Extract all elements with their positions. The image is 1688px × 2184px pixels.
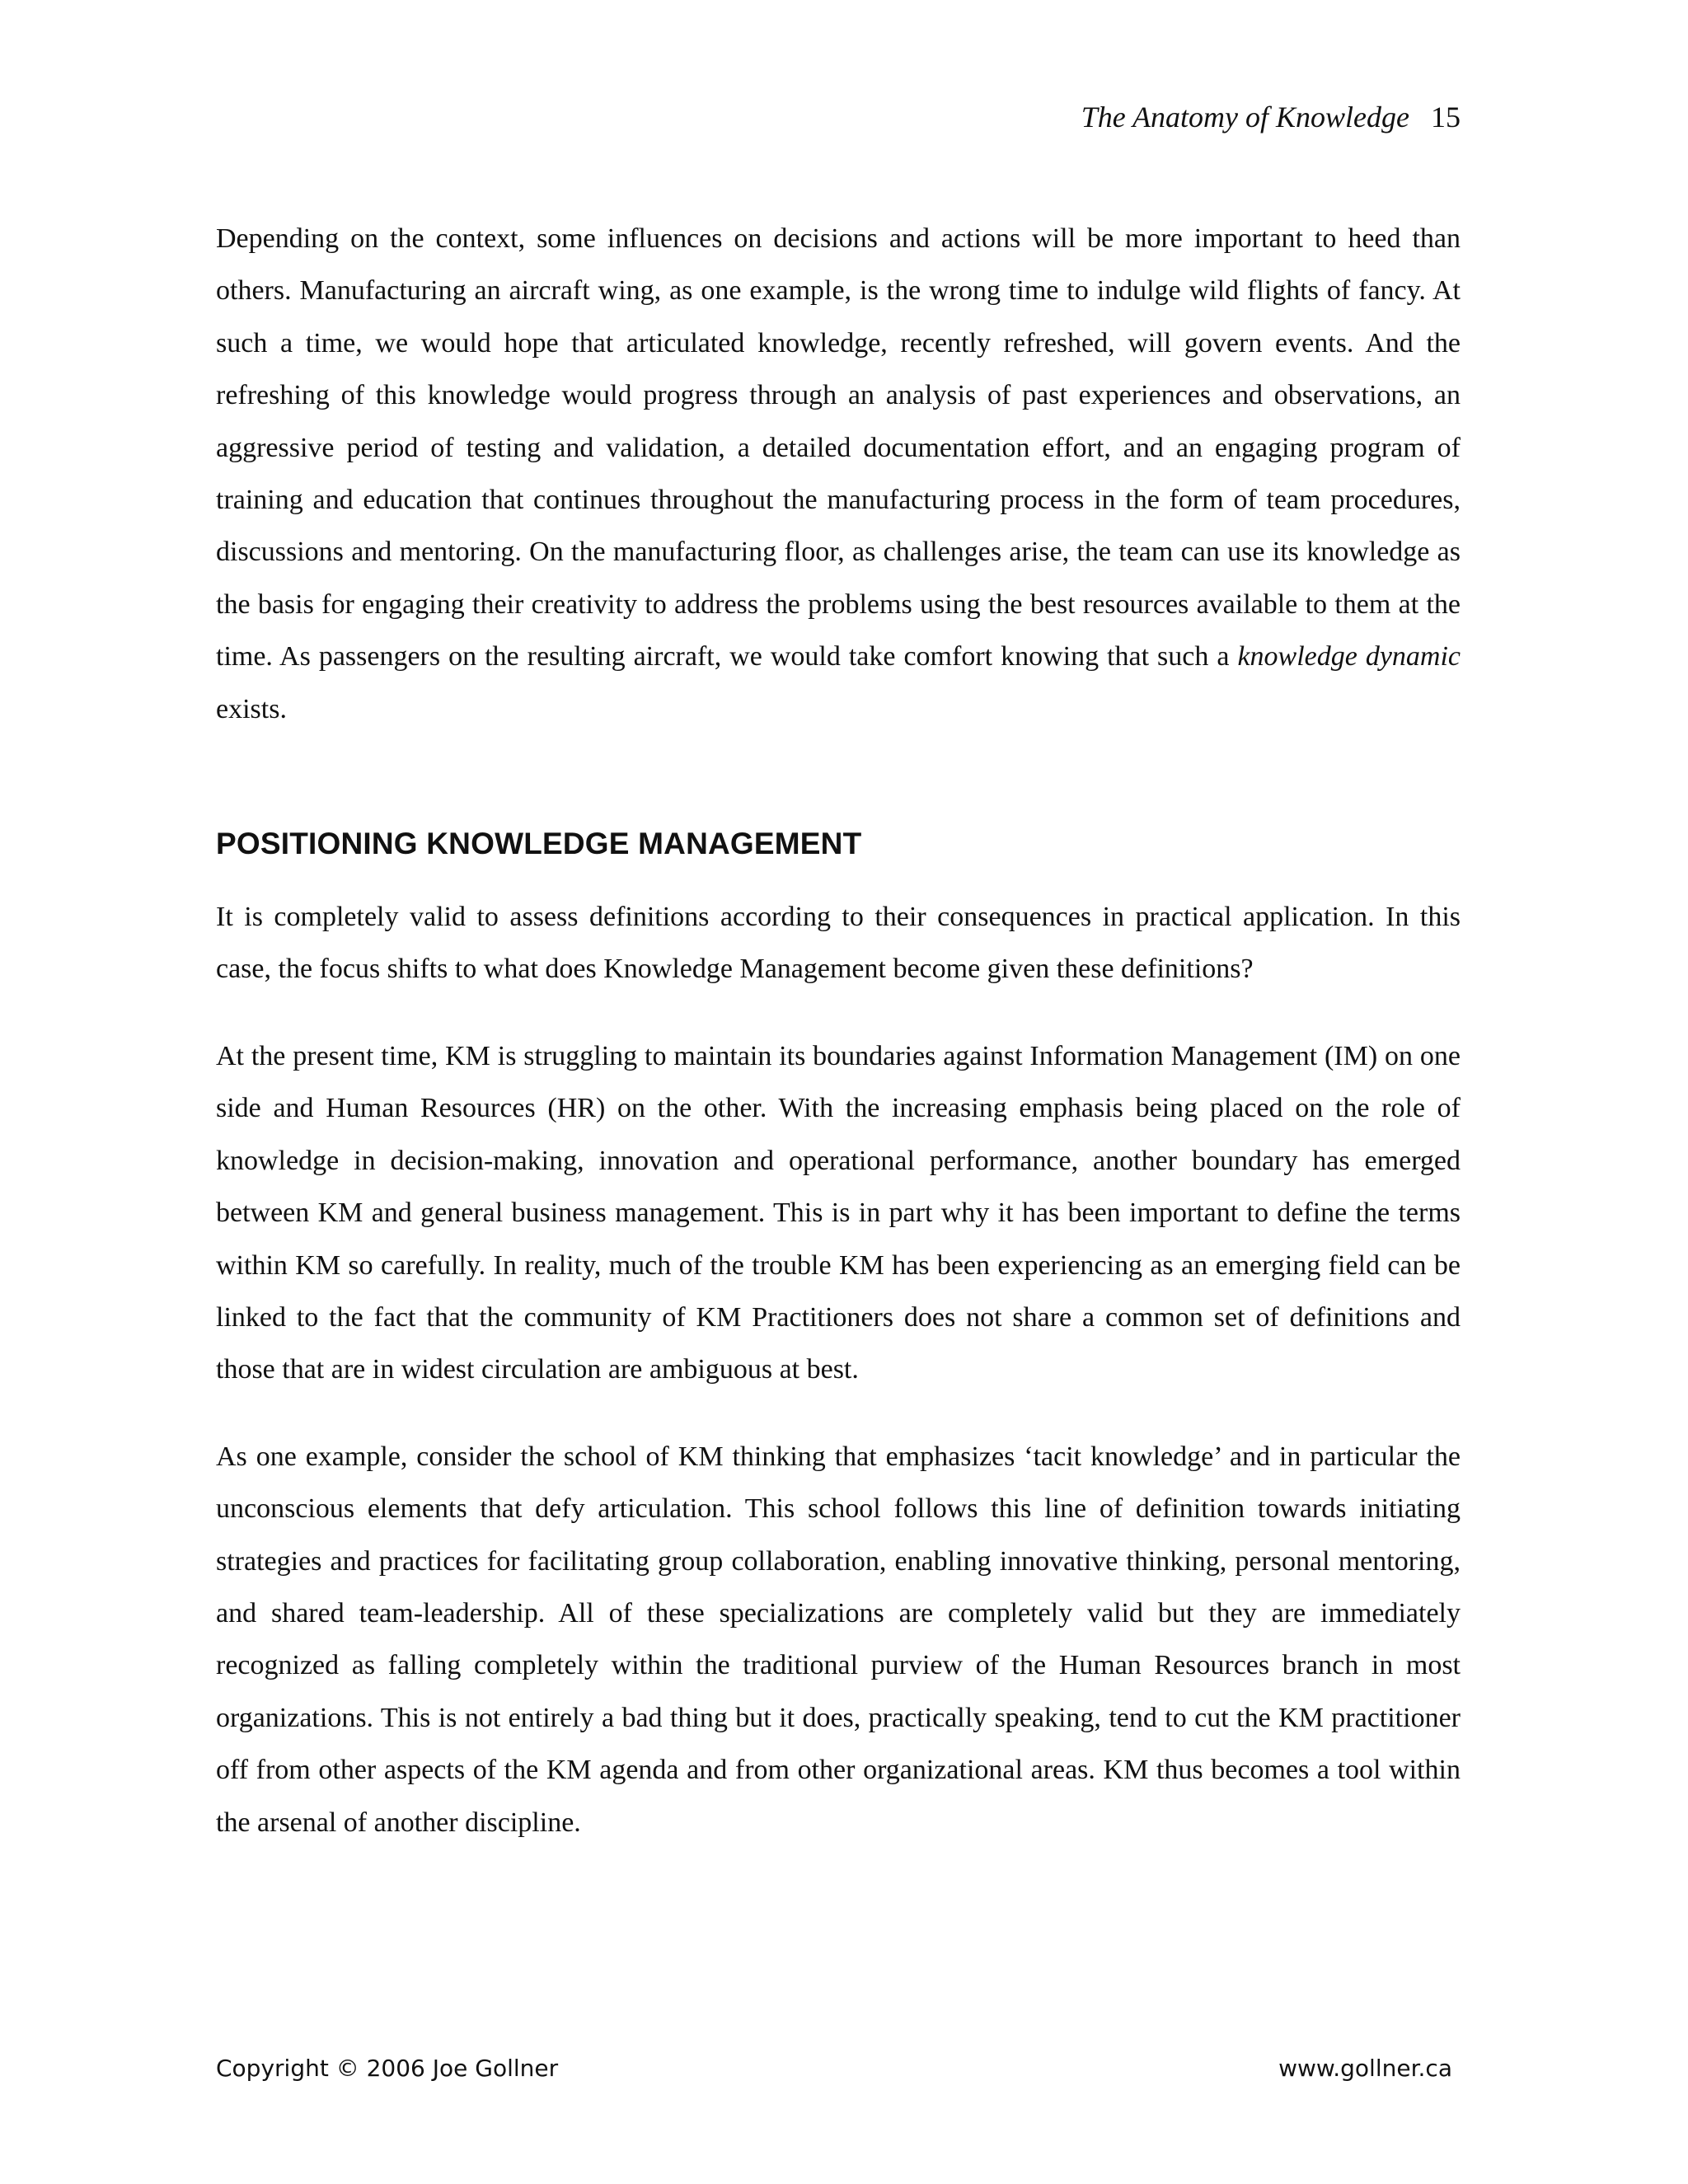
paragraph-text: Depending on the context, some influences on decisions and actions will be more important to heed than others. Manufacturing an aircraft wing, as one example, is the wrong time to indulge wild flights of fancy. At such a time, we would hope that articulated knowledge, recently refreshed, will govern events. And the refreshing of this knowledge would progress through an analysis of past experiences and observations, an aggressive period of testing and validation, a detailed documentation effort, and an engaging program of training and education that continues throughout the manufacturing process in the form of team procedures, discussions and mentoring. On the manufacturing floor, as challenges arise, the team can use its knowledge as the basis for engaging their creativity to address the problems using the best resources available to them at the time. As passengers on the resulting aircraft, we would take comfort knowing that such a	[216, 223, 1461, 673]
paragraph-km-boundaries: At the present time, KM is struggling to maintain its boundaries against Information Management (IM) on one side and Human Resources (HR) on the other. With the increasing emphasis being placed on the role of knowledge in decision-making, innovation and operational performance, another boundary has emerged between KM and general business management. This is in part why it has been important to define the terms within KM so carefully. In reality, much of the trouble KM has been experiencing as an emerging field can be linked to the fact that the community of KM Practitioners does not share a common set of definitions and those that are in widest circulation are ambiguous at best.	[216, 1040, 1461, 1385]
emphasized-term: knowledge dynamic	[1237, 641, 1461, 673]
paragraph-text-end: exists.	[216, 693, 287, 724]
running-header-title: The Anatomy of Knowledge	[1081, 101, 1409, 134]
page-number: 15	[1431, 101, 1461, 134]
running-header	[824, 96, 1461, 138]
section-heading: POSITIONING KNOWLEDGE MANAGEMENT	[216, 827, 862, 861]
page-body	[216, 213, 1461, 1849]
footer-copyright: Copyright © 2006 Joe Gollner	[216, 2055, 559, 2082]
paragraph-knowledge-dynamic	[216, 213, 1461, 735]
footer-website: www.gollner.ca	[1278, 2055, 1452, 2082]
paragraph-definitions: It is completely valid to assess definitions according to their consequences in practical application. In this case, the focus shifts to what does Knowledge Management become given these definitions?	[216, 902, 1461, 985]
paragraph-tacit-knowledge: As one example, consider the school of KM thinking that emphasizes ‘tacit knowledge’ and in particular the unconscious elements that defy articulation. This school follows this line of definition towards initiating strategies and practices for facilitating group collaboration, enabling innovative thinking, personal mentoring, and shared team-leadership. All of these specializations are completely valid but they are immediately recognized as falling completely within the traditional purview of the Human Resources branch in most organizations. This is not entirely a bad thing but it does, practically speaking, tend to cut the KM practitioner off from other aspects of the KM agenda and from other organizational areas. KM thus becomes a tool within the arsenal of another discipline.	[216, 1441, 1461, 1838]
